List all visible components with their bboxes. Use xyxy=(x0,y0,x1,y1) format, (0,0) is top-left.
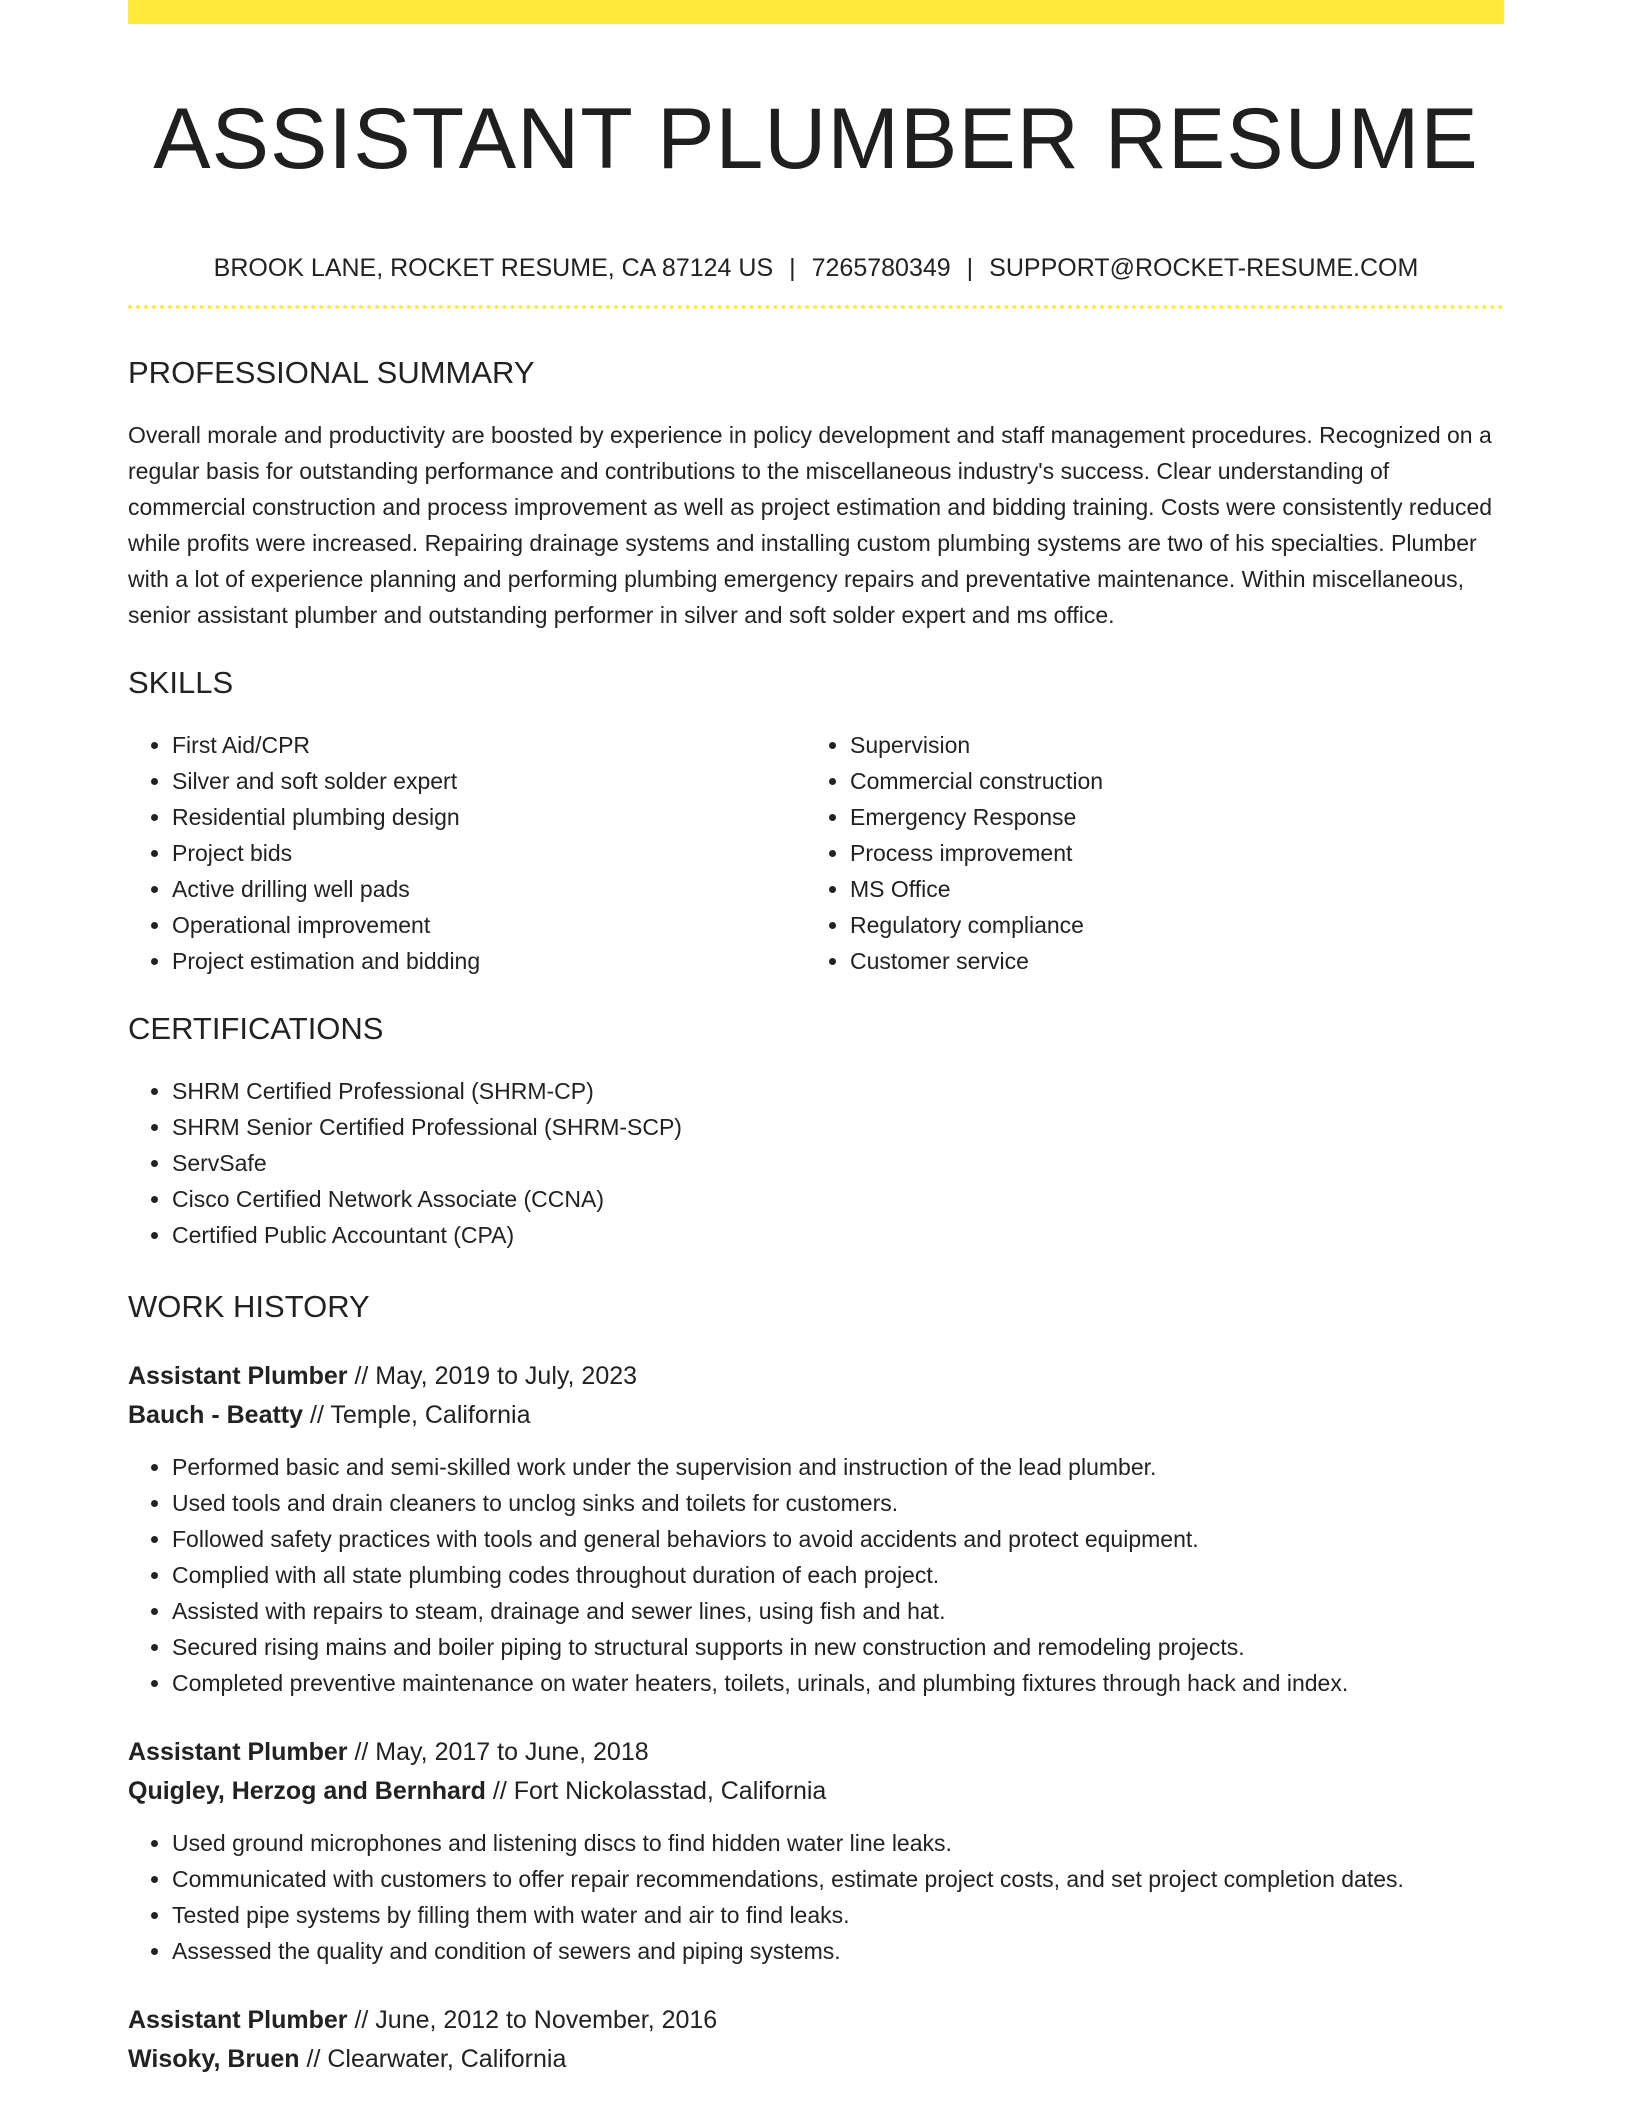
job-entry xyxy=(128,2001,1504,2079)
skill-item: • Silver and soft solder expert xyxy=(172,763,806,799)
job-bullet: • Used ground microphones and listening discs to find hidden water line leaks. xyxy=(172,1825,1504,1861)
top-accent-bar xyxy=(128,0,1504,24)
contact-separator: | xyxy=(789,254,796,282)
section-title-skills: SKILLS xyxy=(128,665,234,700)
job-bullet: • Complied with all state plumbing codes throughout duration of each project. xyxy=(172,1557,1504,1593)
contact-separator: | xyxy=(966,254,974,282)
job-bullet: • Used tools and drain cleaners to unclog sinks and toilets for customers. xyxy=(172,1485,1504,1521)
skill-item: • Customer service xyxy=(850,943,1484,979)
skill-item: • Active drilling well pads xyxy=(172,871,806,907)
job-bullet: • Tested pipe systems by filling them with water and air to find leaks. xyxy=(172,1897,1504,1933)
job-dates: // May, 2019 to July, 2023 xyxy=(354,1362,638,1390)
skill-item: • Residential plumbing design xyxy=(172,799,806,835)
job-entry xyxy=(128,1733,1504,1969)
certification-item: • SHRM Certified Professional (SHRM-CP) xyxy=(172,1073,1504,1109)
job-role: Assistant Plumber xyxy=(128,2006,348,2034)
job-company-line xyxy=(128,1396,1504,1435)
section-title-summary: PROFESSIONAL SUMMARY xyxy=(128,355,535,390)
certifications-list xyxy=(128,1073,1504,1253)
certification-item: • Certified Public Accountant (CPA) xyxy=(172,1217,1504,1253)
skill-item: • Operational improvement xyxy=(172,907,806,943)
skill-item: • MS Office xyxy=(850,871,1484,907)
skill-item: • Commercial construction xyxy=(850,763,1484,799)
certification-item: • Cisco Certified Network Associate (CCNA) xyxy=(172,1181,1504,1217)
job-company: Quigley, Herzog and Bernhard xyxy=(128,1777,486,1805)
job-company: Bauch - Beatty xyxy=(128,1401,304,1429)
job-bullets xyxy=(128,1825,1504,1969)
job-bullet: • Completed preventive maintenance on water heaters, toilets, urinals, and plumbing fixtures through hack and index. xyxy=(172,1665,1504,1701)
job-company-line xyxy=(128,2040,1504,2079)
job-company: Wisoky, Bruen xyxy=(128,2045,300,2073)
job-company-line xyxy=(128,1772,1504,1811)
job-location: // Clearwater, California xyxy=(306,2045,567,2073)
summary-text: Overall morale and productivity are boosted by experience in policy development and staff management procedures. Recognized on a regular basis for outstanding performance and contributions to the miscellaneous industry's success. Clear understanding of commercial construction and process improvement as well as project estimation and bidding training. Costs were consistently reduced while profits were increased. Repairing drainage systems and installing custom plumbing systems are two of his specialties. Plumber with a lot of experience planning and performing plumbing emergency repairs and preventative maintenance. Within miscellaneous, senior assistant plumber and outstanding performer in silver and soft solder expert and ms office. xyxy=(128,422,1493,628)
job-role-line xyxy=(128,2001,1504,2040)
job-bullets xyxy=(128,1449,1504,1701)
skills-list xyxy=(128,727,1504,979)
contact-email[interactable]: SUPPORT@ROCKET-RESUME.COM xyxy=(989,254,1419,282)
skills-column-right xyxy=(806,727,1484,979)
job-bullet: • Followed safety practices with tools and general behaviors to avoid accidents and protect equipment. xyxy=(172,1521,1504,1557)
certification-item: • SHRM Senior Certified Professional (SHRM-SCP) xyxy=(172,1109,1504,1145)
job-bullet: • Performed basic and semi-skilled work under the supervision and instruction of the lead plumber. xyxy=(172,1449,1504,1485)
skill-item: • Supervision xyxy=(850,727,1484,763)
section-title-certifications: CERTIFICATIONS xyxy=(128,1011,384,1046)
resume-content xyxy=(128,24,1504,2079)
certification-item: • ServSafe xyxy=(172,1145,1504,1181)
job-role: Assistant Plumber xyxy=(128,1362,348,1390)
job-location: // Fort Nickolasstad, California xyxy=(492,1777,827,1805)
skill-item: • Regulatory compliance xyxy=(850,907,1484,943)
job-bullet: • Assisted with repairs to steam, drainage and sewer lines, using fish and hat. xyxy=(172,1593,1504,1629)
skill-item: • Emergency Response xyxy=(850,799,1484,835)
job-role-line xyxy=(128,1733,1504,1772)
skill-item: • Process improvement xyxy=(850,835,1484,871)
skill-item: • Project estimation and bidding xyxy=(172,943,806,979)
contact-phone[interactable]: 7265780349 xyxy=(811,254,951,282)
contact-line xyxy=(128,250,1504,286)
job-entry xyxy=(128,1357,1504,1701)
job-role-line xyxy=(128,1357,1504,1396)
job-location: // Temple, California xyxy=(310,1401,531,1429)
section-title-work-history: WORK HISTORY xyxy=(128,1289,370,1324)
job-role: Assistant Plumber xyxy=(128,1738,348,1766)
job-bullet: • Assessed the quality and condition of sewers and piping systems. xyxy=(172,1933,1504,1969)
job-dates: // June, 2012 to November, 2016 xyxy=(354,2006,718,2034)
job-dates: // May, 2017 to June, 2018 xyxy=(354,1738,649,1766)
skill-item: • Project bids xyxy=(172,835,806,871)
skill-item: • First Aid/CPR xyxy=(172,727,806,763)
contact-address: BROOK LANE, ROCKET RESUME, CA 87124 US xyxy=(213,254,774,282)
job-bullet: • Secured rising mains and boiler piping to structural supports in new construction and remodeling projects. xyxy=(172,1629,1504,1665)
skills-column-left xyxy=(128,727,806,979)
job-bullet: • Communicated with customers to offer repair recommendations, estimate project costs, and set project completion dates. xyxy=(172,1861,1504,1897)
resume-title: ASSISTANT PLUMBER RESUME xyxy=(153,91,1479,187)
dotted-divider xyxy=(128,305,1504,309)
